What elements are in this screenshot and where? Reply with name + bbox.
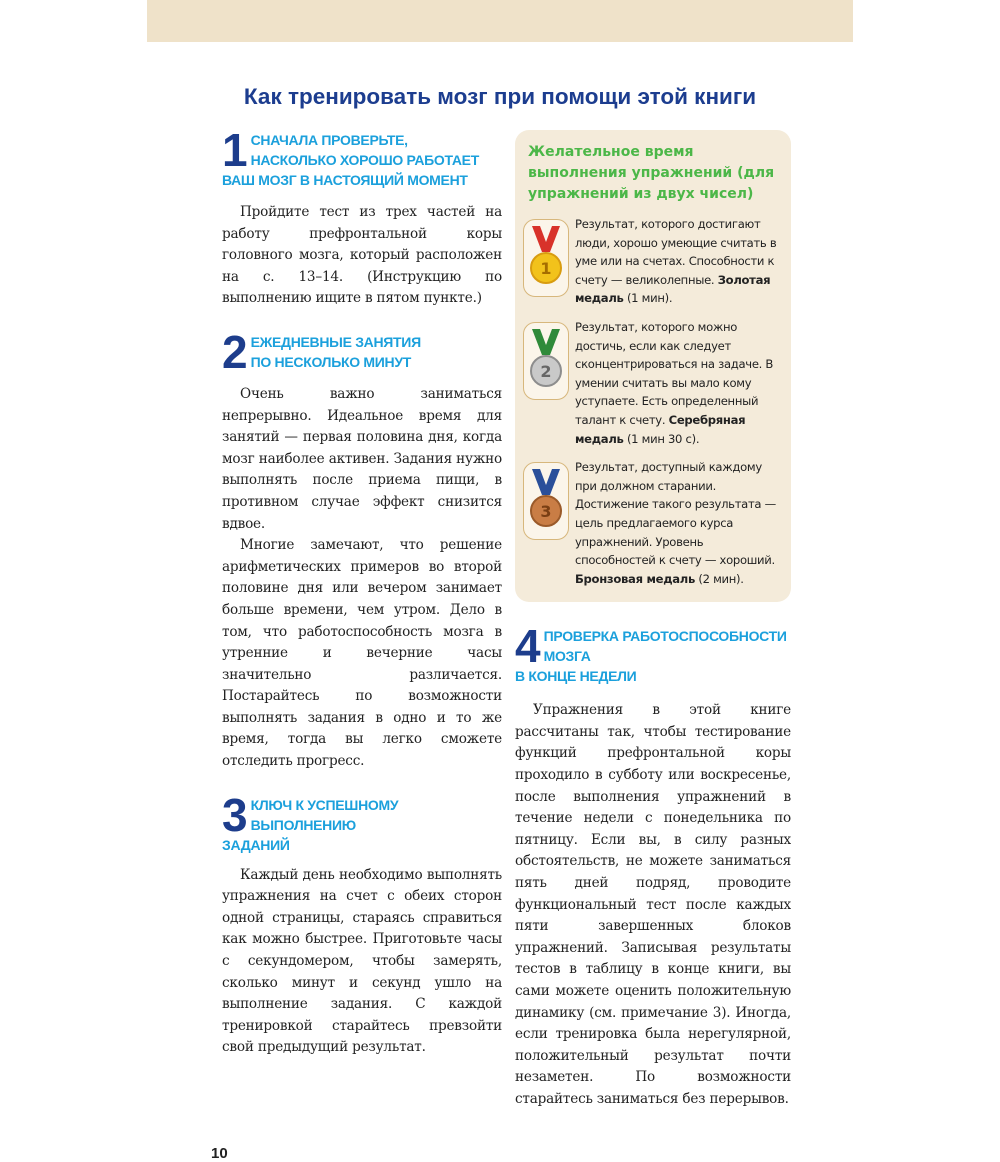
page-number: 10 — [211, 1145, 228, 1162]
section-number: 1 — [222, 130, 248, 176]
medal-description — [575, 318, 783, 448]
heading-line: ПРОВЕРКА РАБОТОСПОСОБНОСТИ МОЗГА — [543, 628, 787, 665]
medal-name: Бронзовая медаль — [575, 571, 696, 586]
section-number: 4 — [515, 626, 541, 673]
section-heading-cont — [222, 170, 502, 190]
silver-medal-icon — [523, 322, 569, 400]
heading-line: ЕЖЕДНЕВНЫЕ ЗАНЯТИЯ — [250, 333, 421, 350]
svg-text:1: 1 — [540, 259, 552, 278]
section-heading — [515, 626, 791, 686]
paragraph: Многие замечают, что решение арифметических примеров во второй половине дня или вечером занимает больше времени, чем утром. Дело в том, что работоспособность мозга в утренние и вечерние часы значительно различается. Постарайтесь по возможности выполнять задания в одно и то же время, тогда вы легко сможете отследить прогресс. — [222, 537, 502, 770]
medal-time: (1 мин 30 с). — [626, 431, 700, 446]
svg-text:2: 2 — [540, 361, 552, 381]
heading-line: СНАЧАЛА ПРОВЕРЬТЕ, — [250, 132, 408, 148]
medal-row-silver — [523, 318, 783, 448]
left-column — [222, 130, 502, 1081]
heading-line: НАСКОЛЬКО ХОРОШО РАБОТАЕТ — [250, 152, 479, 168]
medal-description — [575, 215, 783, 308]
medal-text: Результат, которого можно достичь, если как следует сконцентрироваться на задаче. В умении считать вы мало кому уступаете. Есть определенный талант к счету. — [575, 319, 774, 427]
heading-line: КЛЮЧ К УСПЕШНОМУ ВЫПОЛНЕНИЮ — [250, 796, 399, 833]
heading-line: ВАШ МОЗГ В НАСТОЯЩИЙ МОМЕНТ — [222, 172, 468, 188]
medal-time: (1 мин). — [626, 291, 673, 306]
paragraph: Каждый день необходимо выполнять упражнения на счет с обеих сторон одной страницы, стараясь справиться как можно быстрее. Приготовьте часы с секундомером, чтобы замерять, сколько минут и секунд ушло на выполнение задания. С каждой тренировкой старайтесь превзойти свой предыдущий результат. — [222, 866, 502, 1056]
medal-description — [575, 458, 783, 588]
section-2 — [222, 332, 502, 773]
heading-line: В КОНЦЕ НЕДЕЛИ — [515, 668, 637, 685]
section-4 — [515, 626, 791, 1110]
paragraph: Упражнения в этой книге рассчитаны так, чтобы тестирование функций префронтальной коры проходило в субботу или воскресенье, после выполнения упражнений в течение недели с понедельника по пятницу. Если вы, в силу разных обстоятельств, не можете заниматься пять дней подряд, проводите функциональный тест после каждых пяти завершенных блоков упражнений. Записывая результаты тестов в таблицу в конце книги, вы сами можете оценить положительную динамику (см. примечание 3). Иногда, если тренировка была нерегулярной, положительный результат почти незаметен. По возможности старайтесь заниматься без перерывов. — [515, 702, 791, 1107]
section-heading — [222, 130, 502, 176]
medal-row-gold — [523, 215, 783, 308]
medal-row-bronze — [523, 458, 783, 588]
section-heading — [222, 795, 502, 855]
gold-medal-icon — [523, 219, 569, 297]
paragraph: Пройдите тест из трех частей на работу префронтальной коры головного мозга, который расположен на с. 13–14. (Инструкцию по выполнению ищите в пятом пункте.) — [222, 204, 502, 307]
page-title: Как тренировать мозг при помощи этой книги — [243, 84, 757, 109]
heading-line: ЗАДАНИЙ — [222, 836, 290, 853]
medal-time: (2 мин). — [698, 571, 744, 586]
medal-text: Результат, доступный каждому при должном старании. Достижение такого результата — цель предлагаемого курса упражнений. Уровень способностей к счету — хороший. — [575, 460, 776, 568]
section-number: 2 — [222, 331, 248, 378]
header-band — [147, 0, 853, 42]
bronze-medal-icon — [523, 462, 569, 540]
section-heading — [222, 331, 502, 378]
medal-text: Результат, которого достигают люди, хорошо умеющие считать в уме или на счетах. Способности к счету — великолепные. — [575, 217, 777, 287]
section-1 — [222, 130, 502, 310]
heading-line: ПО НЕСКОЛЬКО МИНУТ — [250, 353, 411, 370]
medal-name: Золотая медаль — [575, 272, 771, 306]
section-3 — [222, 795, 502, 1059]
box-title: Желательное время выполнения упражнений (для упражнений из двух чисел) — [528, 144, 775, 202]
paragraph: Очень важно заниматься непрерывно. Идеальное время для занятий — первая половина дня, когда мозг наиболее активен. Задания нужно выполнять после приема пищи, в противном случае эффект снизится вдвое. — [222, 385, 502, 532]
right-column — [515, 130, 791, 1133]
medal-name: Серебряная медаль — [575, 412, 746, 446]
section-number: 3 — [222, 794, 248, 841]
svg-text:3: 3 — [540, 502, 552, 522]
timing-box — [515, 130, 791, 602]
